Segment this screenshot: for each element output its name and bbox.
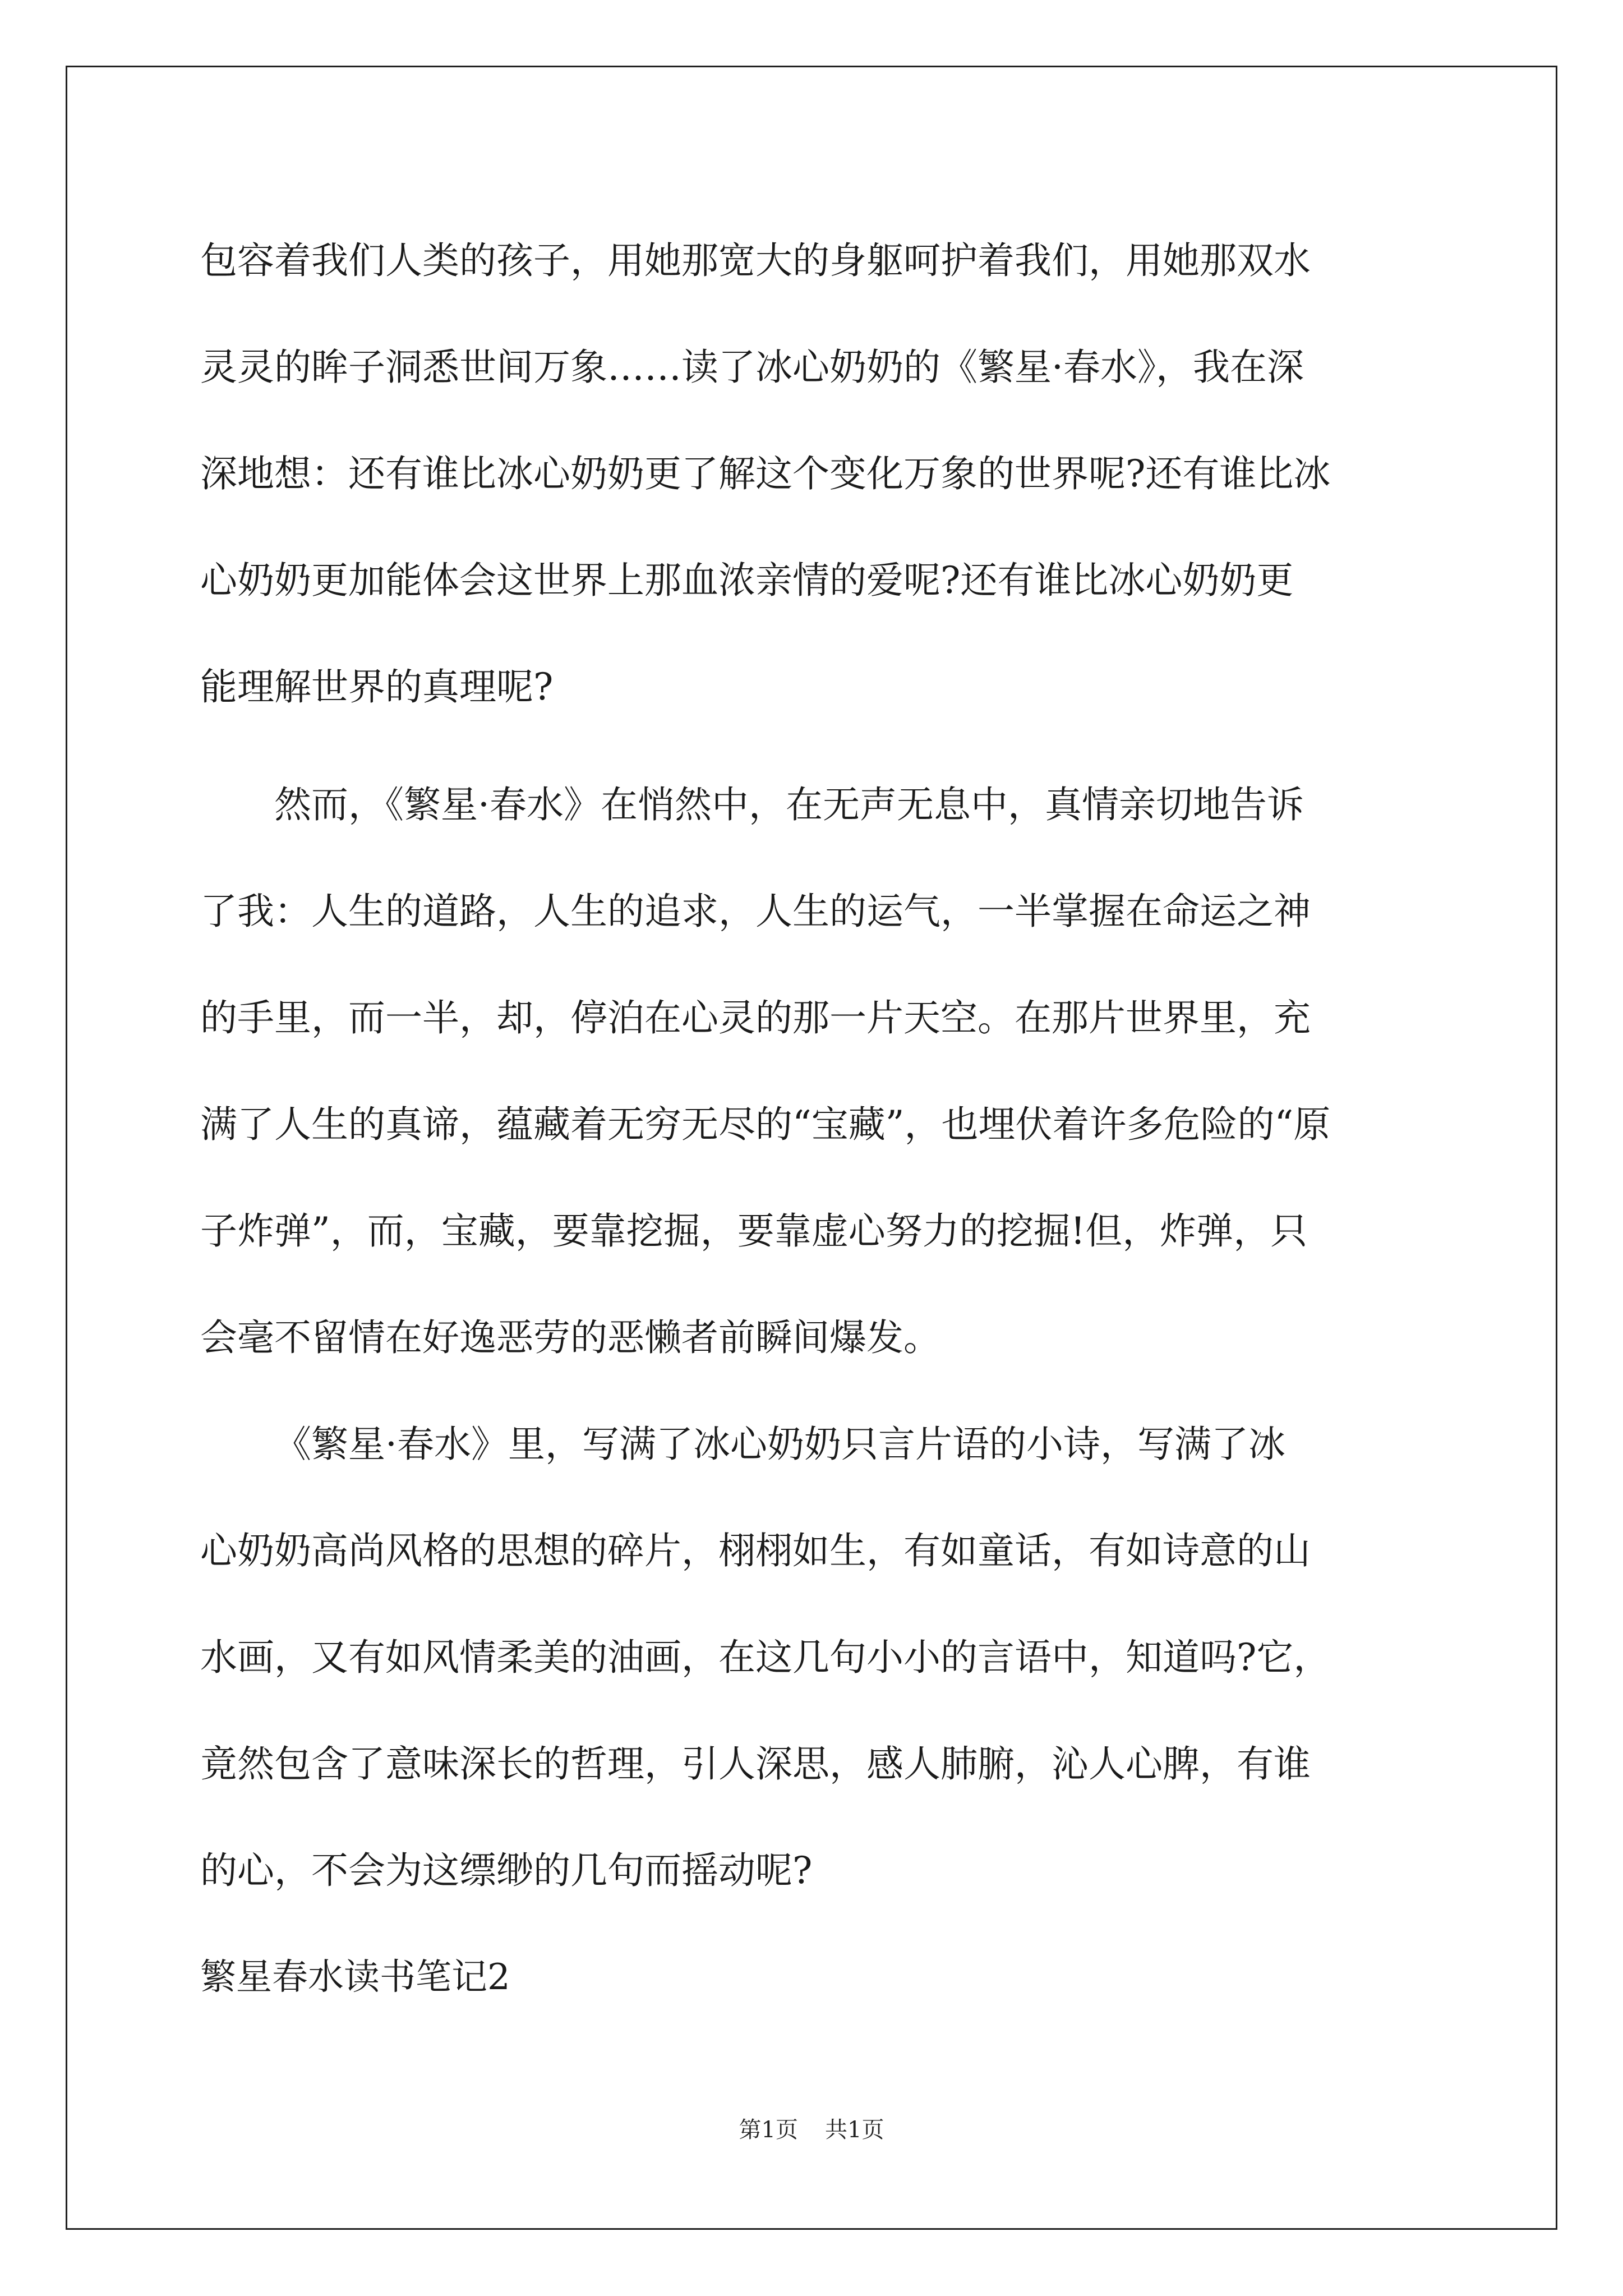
text-line: 满了人生的真谛，蕴藏着无穷无尽的“宝藏”，也埋伏着许多危险的“原 bbox=[200, 1103, 1331, 1146]
text-line: 的手里，而一半，却，停泊在心灵的那一片天空。在那片世界里，充 bbox=[200, 996, 1311, 1039]
text-line: 竟然包含了意味深长的哲理，引人深思，感人肺腑，沁人心脾，有谁 bbox=[200, 1742, 1311, 1786]
text-line: 子炸弹”，而，宝藏，要靠挖掘，要靠虚心努力的挖掘!但，炸弹，只 bbox=[200, 1209, 1308, 1253]
paragraph-3 bbox=[200, 1391, 1434, 1924]
text-line: 会毫不留情在好逸恶劳的恶懒者前瞬间爆发。 bbox=[200, 1316, 940, 1359]
section-heading: 繁星春水读书笔记2 bbox=[200, 1957, 510, 1998]
text-line: 包容着我们人类的孩子，用她那宽大的身躯呵护着我们，用她那双水 bbox=[200, 239, 1311, 282]
text-line: 《繁星·春水》里，写满了冰心奶奶只言片语的小诗，写满了冰 bbox=[274, 1423, 1285, 1466]
text-line: 灵灵的眸子洞悉世间万象……读了冰心奶奶的《繁星·春水》，我在深 bbox=[200, 346, 1304, 389]
text-line: 心奶奶高尚风格的思想的碎片，栩栩如生，有如童话，有如诗意的山 bbox=[200, 1529, 1311, 1572]
page-total: 共1页 bbox=[825, 2117, 884, 2143]
text-line: 水画，又有如风情柔美的油画，在这几句小小的言语中，知道吗?它， bbox=[200, 1636, 1331, 1679]
paragraph-2 bbox=[200, 752, 1434, 1391]
text-line: 的心，不会为这缥缈的几句而摇动呢? bbox=[200, 1849, 813, 1892]
page-footer bbox=[0, 2116, 1623, 2144]
paragraph-1 bbox=[200, 208, 1434, 752]
text-line: 能理解世界的真理呢? bbox=[200, 665, 554, 708]
text-line: 然而，《繁星·春水》在悄然中，在无声无息中，真情亲切地告诉 bbox=[274, 783, 1304, 826]
text-line: 心奶奶更加能体会这世界上那血浓亲情的爱呢?还有谁比冰心奶奶更 bbox=[200, 559, 1294, 602]
page-number: 第1页 bbox=[739, 2117, 798, 2143]
text-line: 了我：人生的道路，人生的追求，人生的运气，一半掌握在命运之神 bbox=[200, 890, 1311, 933]
document-body bbox=[200, 208, 1434, 2031]
text-line: 深地想：还有谁比冰心奶奶更了解这个变化万象的世界呢?还有谁比冰 bbox=[200, 452, 1331, 495]
